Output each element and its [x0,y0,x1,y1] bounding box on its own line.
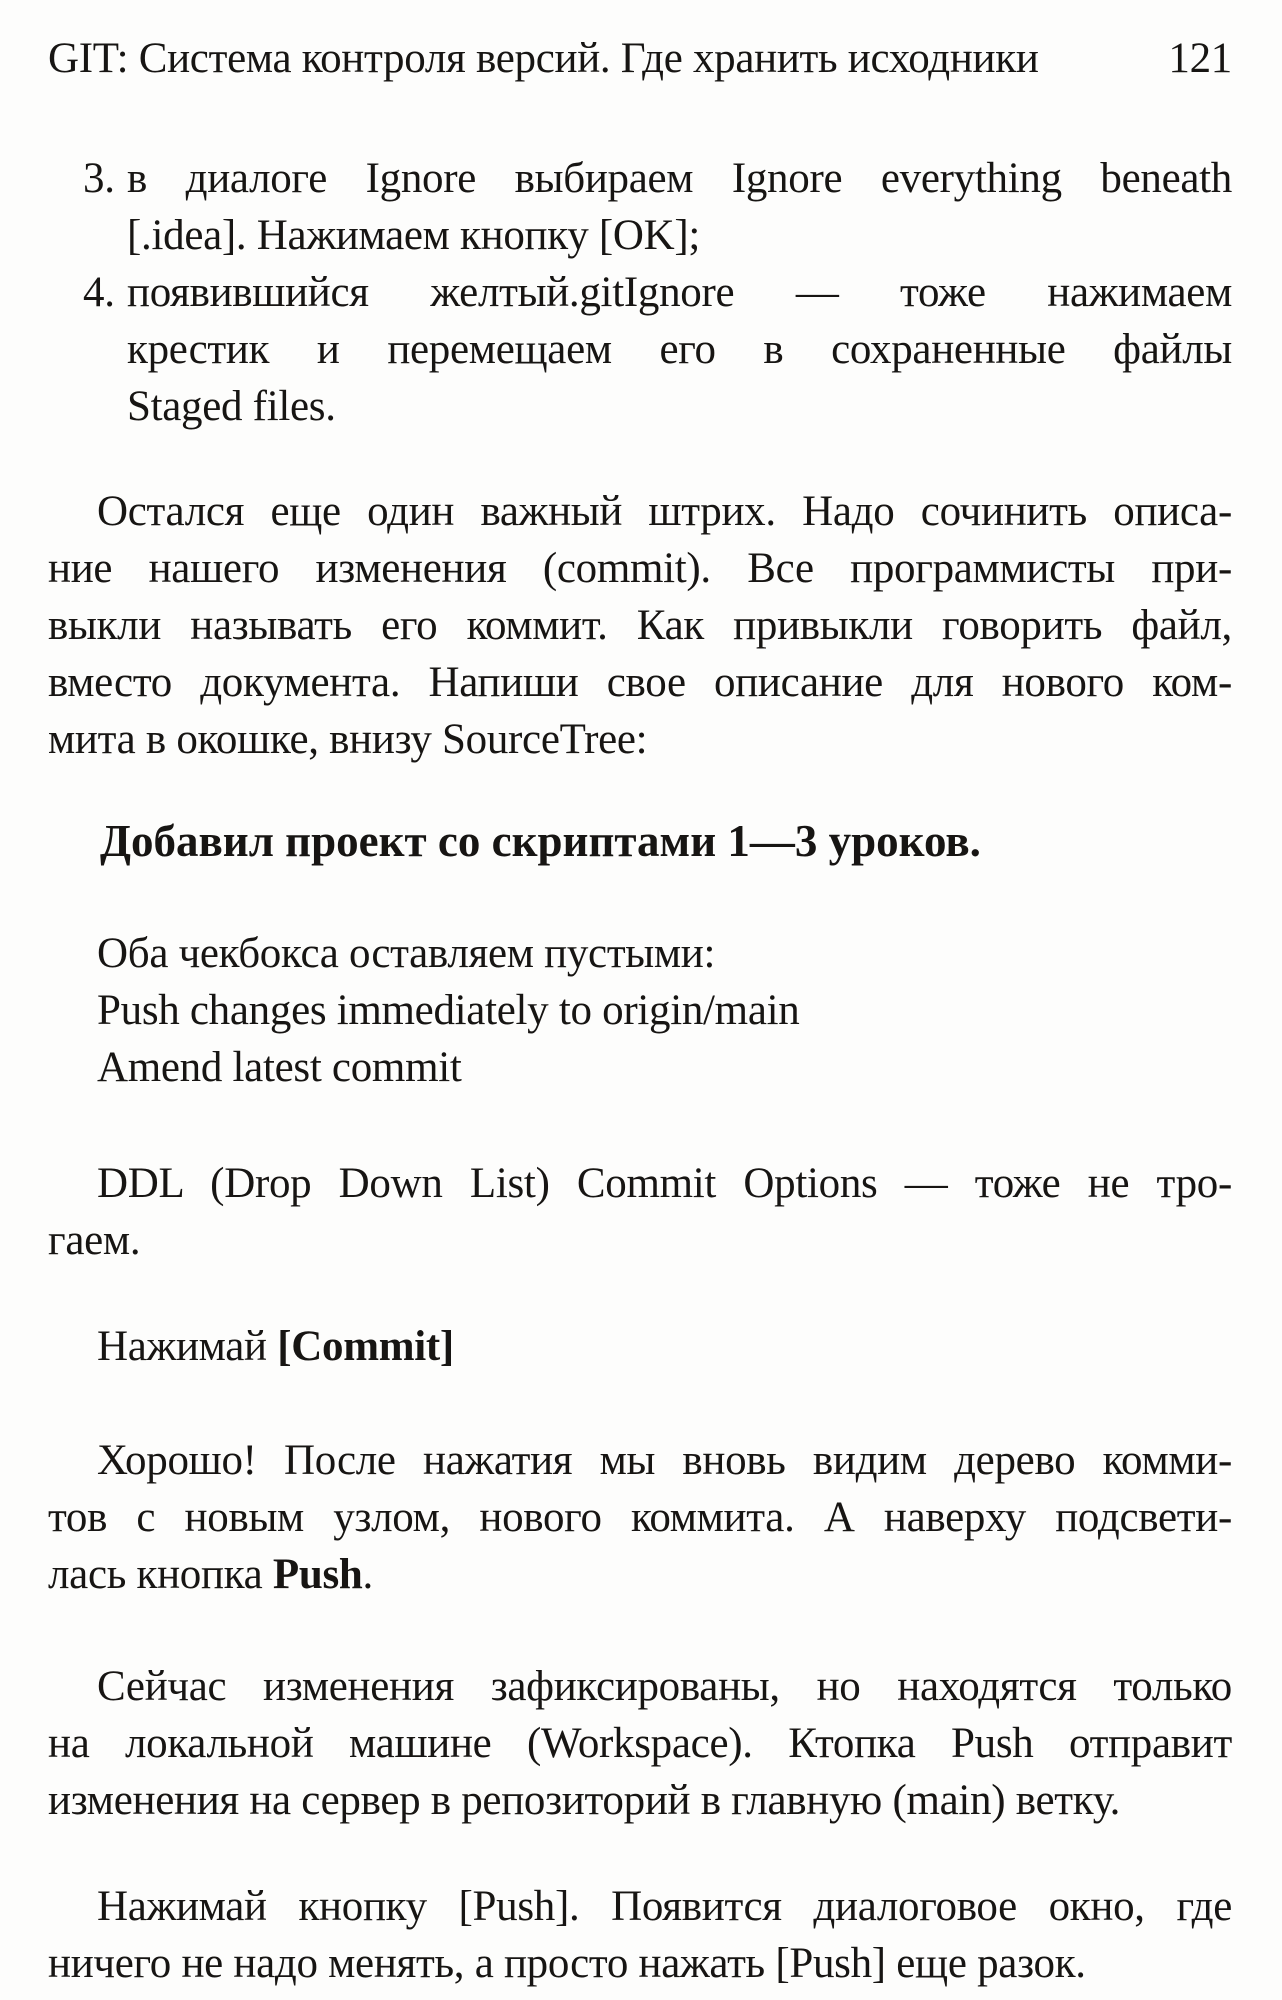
text-line [127,321,1232,378]
text-line [48,1318,1232,1375]
text-segment: Хорошо! После нажатия мы вновь видим дерево комми- [97,1437,1232,1484]
text-line [48,1772,1232,1829]
text-line [48,982,1232,1039]
text-line [48,711,1232,768]
text-segment: выкли называть его коммит. Как привыкли говорить файл, [48,602,1232,649]
text-line [48,654,1232,711]
text-segment: Amend latest commit [97,1044,462,1091]
text-segment: Сейчас изменения зафиксированы, но находятся только [97,1663,1232,1710]
text-segment: Добавил проект со скриптами 1—3 уроков. [100,816,981,866]
text-segment: ничего не надо менять, а просто нажать [Push] еще разок. [48,1940,1086,1987]
text-line [48,1212,1232,1269]
text-segment: мита в окошке, внизу SourceTree: [48,716,648,763]
text-segment: на локальной машине (Workspace). Ктопка Push отправит [48,1720,1232,1767]
list-item [48,150,1232,264]
text-line [48,540,1232,597]
text-segment: в диалоге Ignore выбираем Ignore everything beneath [127,155,1232,202]
running-header [48,30,1232,87]
text-line [48,1039,1232,1096]
list-item-number: 4. [83,269,115,316]
list-item-number: 3. [83,155,115,202]
text-segment: Нажимай [97,1323,278,1370]
text-line [48,1658,1232,1715]
text-segment: лась кнопка [48,1551,273,1598]
text-segment: Staged files. [127,383,336,430]
text-segment: вместо документа. Напиши свое описание для нового ком- [48,659,1232,706]
text-line [48,1432,1232,1489]
text-segment: Остался еще один важный штрих. Надо сочинить описа- [97,488,1232,535]
text-line [48,1935,1232,1992]
text-line [83,264,1232,321]
text-line [127,378,1232,435]
text-segment: . [362,1551,373,1598]
paragraph [48,1878,1232,1992]
text-line [48,1546,1232,1603]
page-content [48,150,1232,1992]
paragraph [48,1318,1232,1375]
heading [48,813,1232,870]
text-segment: Нажимай кнопку [Push]. Появится диалоговое окно, где [97,1883,1232,1930]
text-segment: DDL (Drop Down List) Commit Options — тоже не тро- [97,1160,1232,1207]
text-segment: тов с новым узлом, нового коммита. А наверху подсвети- [48,1494,1232,1541]
text-segment: [.idea]. Нажимаем кнопку [OK]; [127,212,701,259]
text-line [48,1715,1232,1772]
text-segment: гаем. [48,1217,141,1264]
page-number: 121 [1168,35,1232,82]
paragraph [48,1658,1232,1829]
paragraph [48,1155,1232,1269]
text-line [48,1878,1232,1935]
text-segment: Push changes immediately to origin/main [97,987,800,1034]
text-line [48,597,1232,654]
text-line [48,925,1232,982]
text-line [48,483,1232,540]
paragraph [48,925,1232,1096]
text-segment: крестик и перемещаем его в сохраненные файлы [127,326,1232,373]
text-segment: появившийся желтый.gitIgnore — тоже нажимаем [127,269,1232,316]
paragraph [48,1432,1232,1603]
bold-text: Push [272,1551,363,1598]
text-segment: Оба чекбокса оставляем пустыми: [97,930,716,977]
text-line [83,150,1232,207]
text-segment: изменения на сервер в репозиторий в главную (main) ветку. [48,1777,1121,1824]
text-line [127,207,1232,264]
text-line [48,813,1232,870]
text-line [48,1489,1232,1546]
text-segment: ние нашего изменения (commit). Все программисты при- [48,545,1232,592]
bold-text: [Commit] [277,1323,454,1370]
list-item [48,264,1232,435]
running-title: GIT: Система контроля версий. Где хранить исходники [48,35,1039,82]
text-line [48,1155,1232,1212]
paragraph [48,483,1232,768]
